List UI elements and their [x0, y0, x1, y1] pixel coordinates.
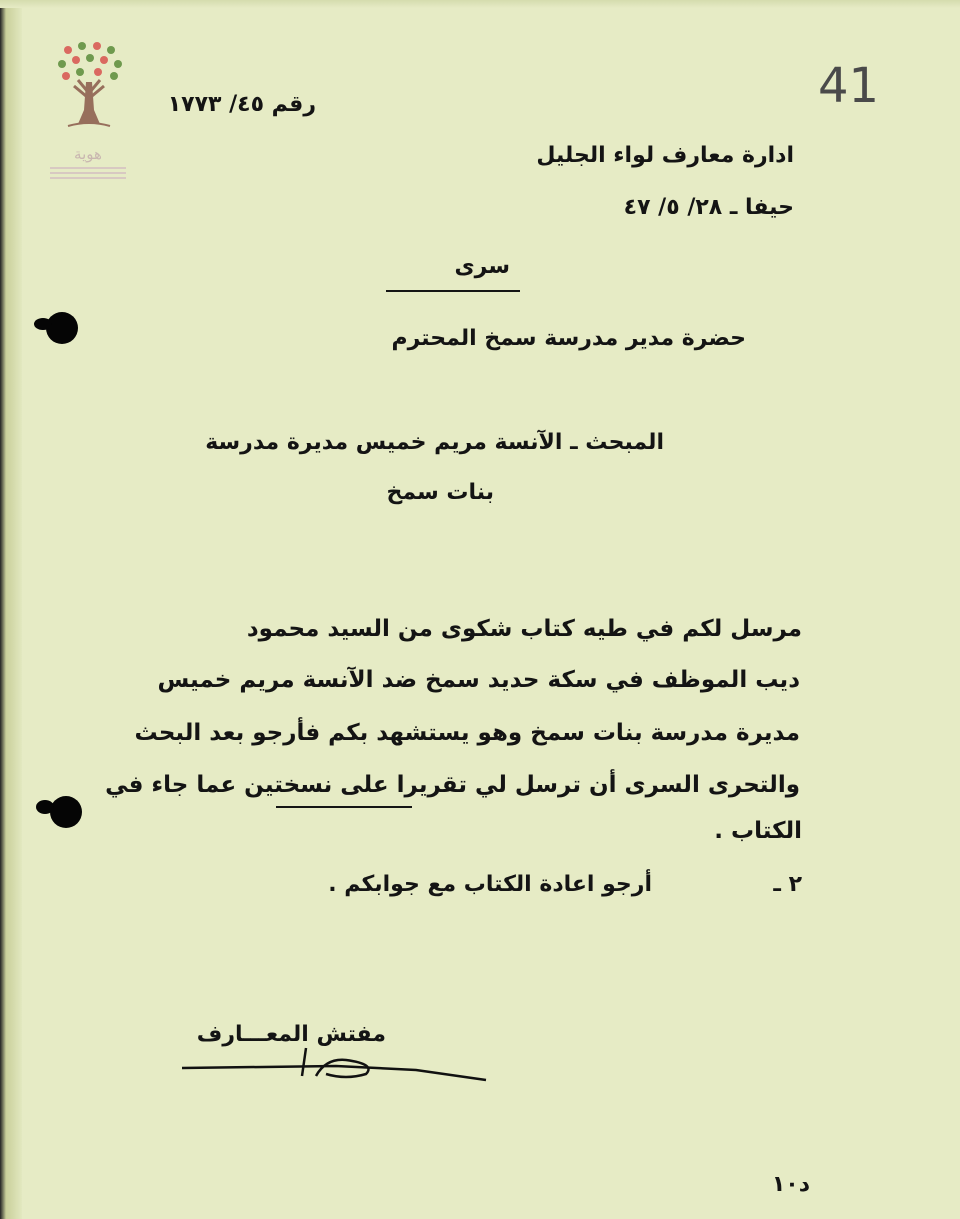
addressee: حضرة مدير مدرسة سمخ المحترم — [391, 326, 746, 351]
classification-underline — [386, 290, 520, 292]
point-2-text: أرجو اعادة الكتاب مع جوابكم . — [328, 872, 652, 897]
logo-name: هوية — [74, 145, 102, 163]
body-line-1: مرسل لكم في طيه كتاب شكوى من السيد محمود — [246, 616, 802, 642]
handwritten-signature — [176, 1040, 496, 1090]
body-line-2: ديب الموظف في سكة حديد سمخ ضد الآنسة مريم خميس — [157, 667, 800, 693]
body-underline — [276, 806, 412, 808]
point-2-number: ٢ ـ — [773, 872, 802, 897]
subject-line-2: بنات سمخ — [386, 480, 494, 505]
reference-number: رقم ٤٥/ ١٧٧٣ — [167, 92, 316, 117]
place-and-date: حيفا ـ ٢٨/ ٥/ ٤٧ — [623, 195, 794, 220]
subject-line-1: المبحث ـ الآنسة مريم خميس مديرة مدرسة — [205, 430, 664, 455]
page-top-edge — [0, 0, 960, 8]
body-line-5: الكتاب . — [714, 818, 802, 844]
logo-subtitle-lines — [46, 164, 130, 182]
punch-hole-top — [46, 312, 78, 344]
punch-hole-bottom — [50, 796, 82, 828]
footer-code: د١٠ — [771, 1172, 810, 1197]
body-line-3: مديرة مدرسة بنات سمخ وهو يستشهد بكم فأرجو بعد البحث — [134, 720, 800, 746]
body-line-4: والتحرى السرى أن ترسل لي تقريرا على نسختين عما جاء في — [105, 772, 800, 798]
department-name: ادارة معارف لواء الجليل — [536, 143, 794, 168]
page-number: 41 — [818, 58, 880, 114]
classification-label: سرى — [454, 254, 510, 279]
punch-hole-top-nub — [34, 318, 52, 330]
page-left-edge — [0, 0, 22, 1219]
signature-title: مفتش المعـــارف — [196, 1022, 386, 1047]
punch-hole-bottom-nub — [36, 800, 54, 814]
